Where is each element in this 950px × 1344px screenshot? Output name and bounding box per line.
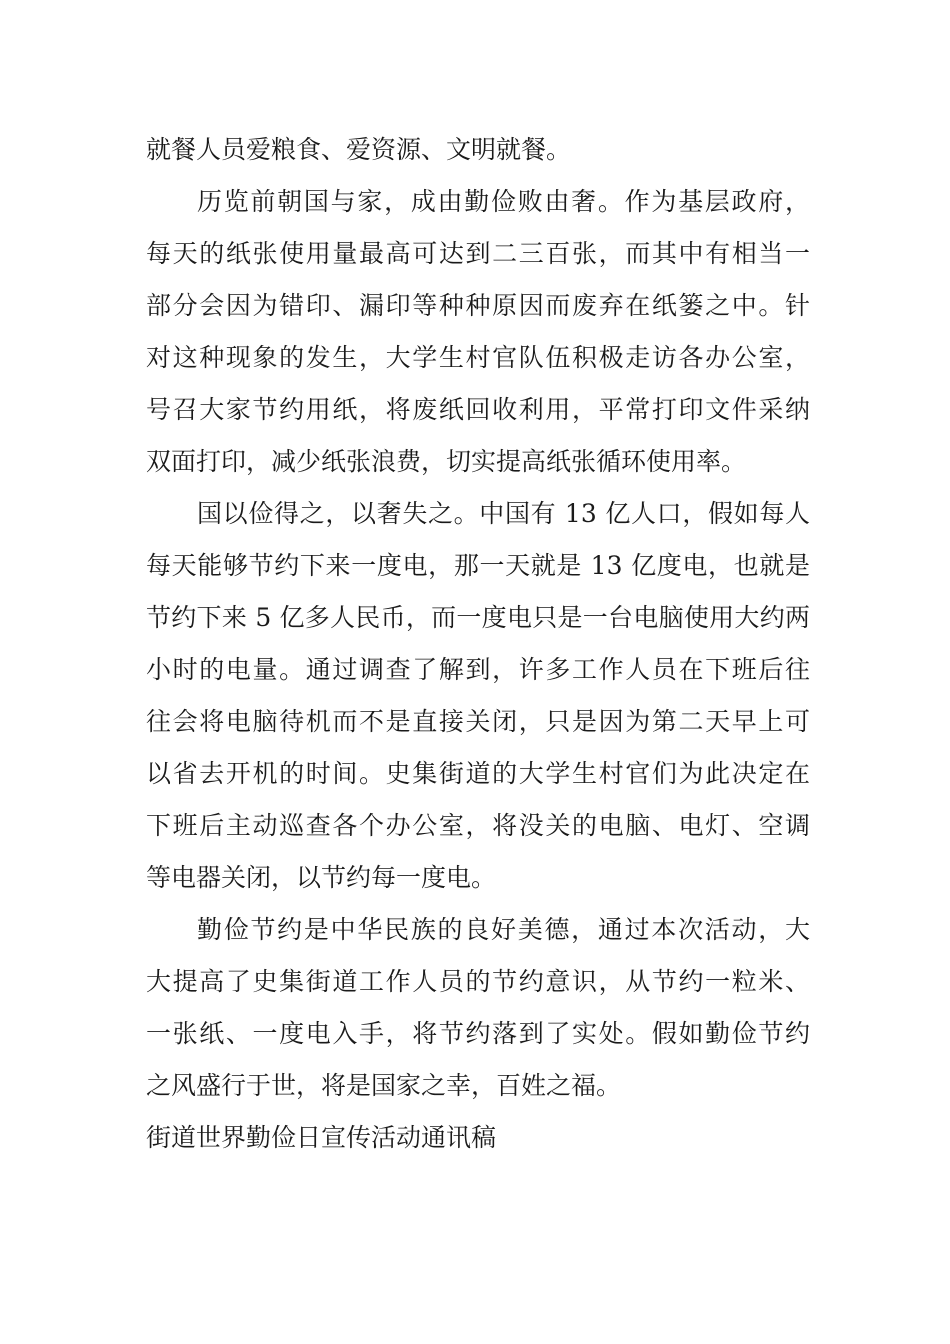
paragraph	[146, 488, 810, 904]
paragraph-line: 往会将电脑待机而不是直接关闭，只是因为第二天早上可	[146, 707, 810, 736]
paragraph-line: 国以俭得之，以奢失之。中国有 13 亿人口，假如每人	[197, 499, 810, 528]
paragraph	[146, 176, 810, 488]
paragraph-line: 每天的纸张使用量最高可达到二三百张，而其中有相当一	[146, 239, 810, 268]
paragraph	[146, 124, 810, 176]
paragraph-line: 等电器关闭，以节约每一度电。	[146, 863, 497, 892]
paragraph-line: 双面打印，减少纸张浪费，切实提高纸张循环使用率。	[146, 447, 747, 476]
paragraph-line: 对这种现象的发生，大学生村官队伍积极走访各办公室，	[146, 343, 810, 372]
paragraph-line: 勤俭节约是中华民族的良好美德，通过本次活动，大	[197, 915, 810, 944]
paragraph-line: 就餐人员爱粮食、爱资源、文明就餐。	[146, 135, 572, 164]
paragraph	[146, 904, 810, 1112]
document-body	[146, 124, 810, 1164]
paragraph-line: 一张纸、一度电入手，将节约落到了实处。假如勤俭节约	[146, 1019, 810, 1048]
paragraph-line: 下班后主动巡查各个办公室，将没关的电脑、电灯、空调	[146, 811, 810, 840]
paragraph-line: 历览前朝国与家，成由勤俭败由奢。作为基层政府，	[197, 187, 810, 216]
paragraph-line: 大提高了史集街道工作人员的节约意识，从节约一粒米、	[146, 967, 810, 996]
paragraph-line: 小时的电量。通过调查了解到，许多工作人员在下班后往	[146, 655, 810, 684]
next-article-title: 街道世界勤俭日宣传活动通讯稿	[146, 1123, 497, 1152]
paragraph-line: 每天能够节约下来一度电，那一天就是 13 亿度电，也就是	[146, 551, 810, 580]
paragraph-line: 号召大家节约用纸，将废纸回收利用，平常打印文件采纳	[146, 395, 810, 424]
paragraph-line: 部分会因为错印、漏印等种种原因而废弃在纸篓之中。针	[146, 291, 810, 320]
paragraph-line: 节约下来 5 亿多人民币，而一度电只是一台电脑使用大约两	[146, 603, 810, 632]
paragraph-line: 之风盛行于世，将是国家之幸，百姓之福。	[146, 1071, 622, 1100]
section-title	[146, 1112, 810, 1164]
paragraph-line: 以省去开机的时间。史集街道的大学生村官们为此决定在	[146, 759, 810, 788]
